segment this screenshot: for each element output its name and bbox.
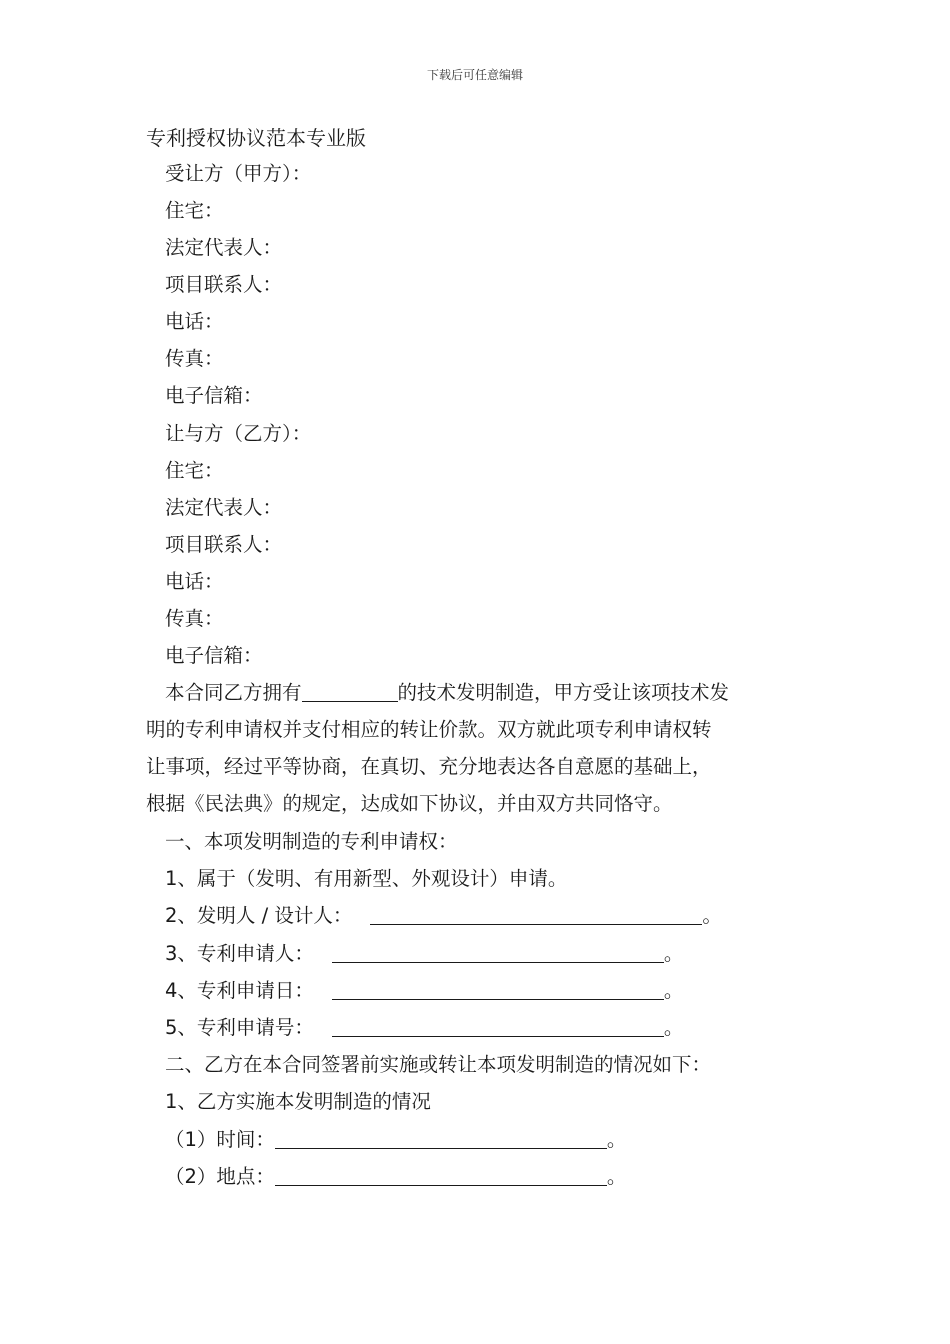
place-blank — [275, 1165, 607, 1186]
period: 。 — [663, 942, 684, 965]
section-1-item-5 — [165, 1014, 683, 1042]
application-date-label: 4、专利申请日： — [165, 979, 314, 1002]
place-label: （2）地点： — [165, 1165, 275, 1188]
section-1-item-4 — [165, 977, 683, 1005]
intro-line-1 — [165, 679, 729, 707]
party-a-legal-rep: 法定代表人： — [165, 236, 283, 259]
period: 。 — [663, 1016, 684, 1039]
section-2-heading: 二、乙方在本合同签署前实施或转让本项发明制造的情况如下： — [165, 1053, 712, 1076]
section-1-item-2 — [165, 902, 722, 930]
period: 。 — [606, 1128, 627, 1151]
time-label: （1）时间： — [165, 1128, 275, 1151]
invention-blank — [302, 681, 398, 702]
section-1-heading: 一、本项发明制造的专利申请权： — [165, 830, 458, 853]
period: 。 — [702, 904, 722, 927]
page-header: 下载后可任意编辑 — [426, 68, 523, 82]
party-a-fax: 传真： — [165, 347, 224, 370]
intro-line-1-start: 本合同乙方拥有 — [165, 681, 302, 704]
period: 。 — [606, 1165, 627, 1188]
intro-line-4: 根据《民法典》的规定，达成如下协议，并由双方共同恪守。 — [146, 792, 673, 815]
party-a-address: 住宅： — [165, 199, 224, 222]
party-b-heading: 让与方（乙方）： — [165, 422, 312, 445]
party-b-phone: 电话： — [165, 570, 224, 593]
application-number-blank — [332, 1016, 664, 1037]
inventor-blank — [370, 904, 702, 925]
section-2-item-1: 1、乙方实施本发明制造的情况 — [165, 1090, 431, 1113]
application-date-blank — [332, 979, 664, 1000]
party-b-address: 住宅： — [165, 459, 224, 482]
intro-line-2: 明的专利申请权并支付相应的转让价款。双方就此项专利申请权转 — [146, 718, 712, 741]
party-a-phone: 电话： — [165, 310, 224, 333]
applicant-blank — [332, 942, 664, 963]
period: 。 — [663, 979, 684, 1002]
intro-line-3: 让事项，经过平等协商，在真切、充分地表达各自意愿的基础上， — [146, 755, 712, 778]
party-a-contact: 项目联系人： — [165, 273, 283, 296]
time-blank — [275, 1128, 607, 1149]
section-1-item-1: 1、属于（发明、有用新型、外观设计）申请。 — [165, 867, 568, 890]
party-a-email: 电子信箱： — [165, 384, 263, 407]
inventor-label: 2、发明人 / 设计人： — [165, 904, 353, 927]
party-b-fax: 传真： — [165, 607, 224, 630]
party-b-contact: 项目联系人： — [165, 533, 283, 556]
intro-line-1-end: 的技术发明制造，甲方受让该项技术发 — [397, 681, 730, 704]
application-number-label: 5、专利申请号： — [165, 1016, 314, 1039]
applicant-label: 3、专利申请人： — [165, 942, 314, 965]
section-2-sub-1 — [165, 1126, 626, 1154]
party-b-email: 电子信箱： — [165, 644, 263, 667]
section-1-item-3 — [165, 940, 683, 968]
party-a-heading: 受让方（甲方）： — [165, 162, 312, 185]
document-title: 专利授权协议范本专业版 — [146, 126, 366, 150]
section-2-sub-2 — [165, 1163, 626, 1191]
party-b-legal-rep: 法定代表人： — [165, 496, 283, 519]
